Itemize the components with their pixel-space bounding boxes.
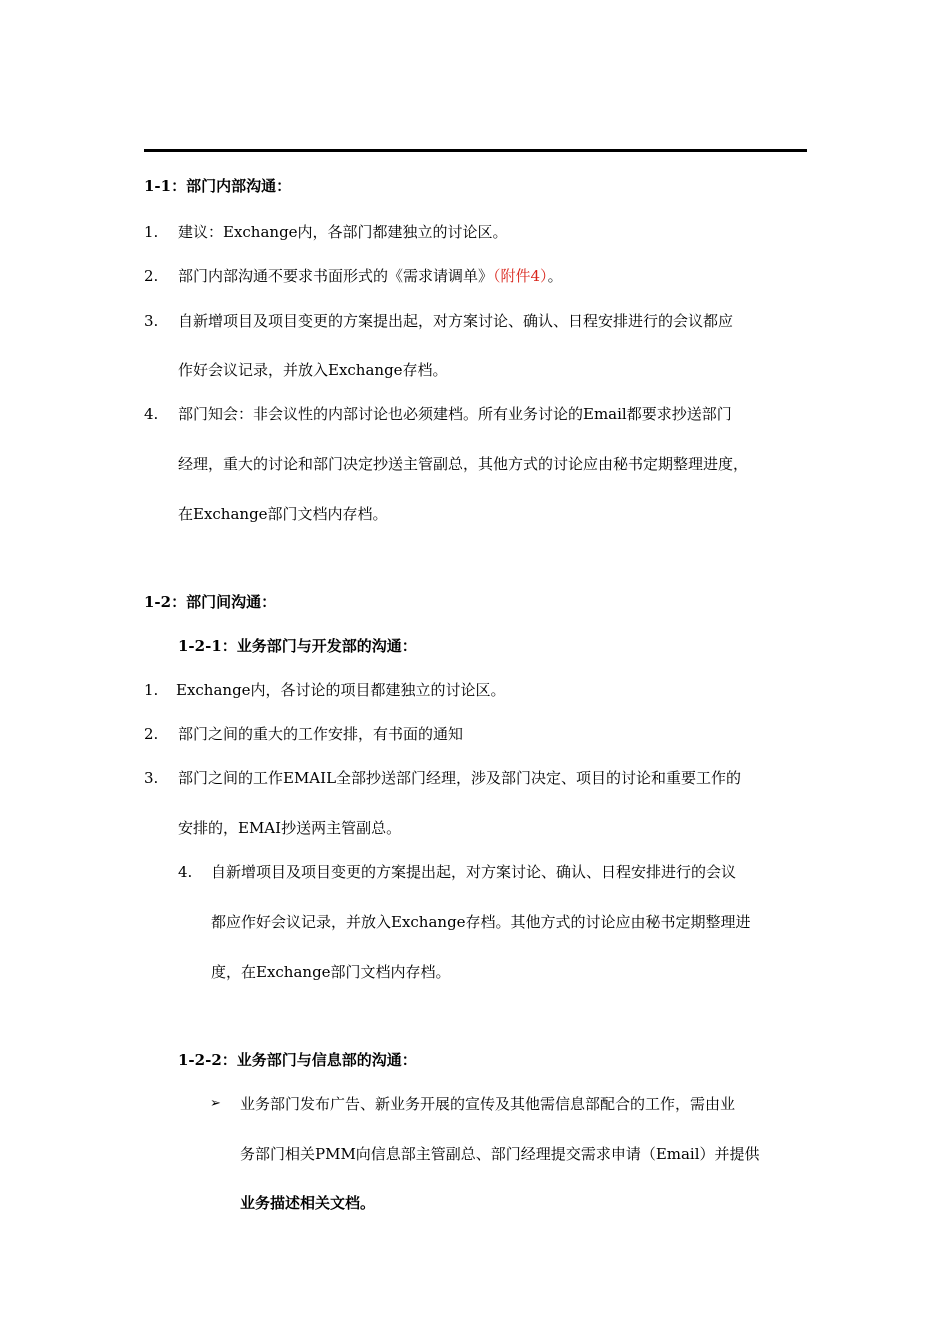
section-heading-1-1: 1-1：部门内部沟通： (144, 177, 292, 195)
item-text (178, 266, 563, 286)
item-number: 2. (144, 267, 159, 285)
item-text-main: 部门内部沟通不要求书面形式的《需求请调单》 (178, 267, 494, 285)
item-number: 1. (144, 681, 159, 699)
item-number: 4. (144, 405, 159, 423)
bullet-text-line: 务部门相关PMM向信息部主管副总、部门经理提交需求申请（Email）并提供 (240, 1145, 760, 1163)
item-text-line: 在Exchange部门文档内存档。 (178, 505, 388, 523)
item-text: Exchange内，各讨论的项目都建独立的讨论区。 (176, 681, 506, 699)
item-text-line: 度，在Exchange部门文档内存档。 (211, 963, 451, 981)
item-text-line: 都应作好会议记录，并放入Exchange存档。其他方式的讨论应由秘书定期整理进 (211, 913, 751, 931)
item-text-line: 部门知会：非会议性的内部讨论也必须建档。所有业务讨论的Email都要求抄送部门 (178, 405, 732, 423)
attachment-reference: （附件4） (493, 267, 548, 285)
item-text-line: 作好会议记录，并放入Exchange存档。 (178, 361, 448, 379)
subsection-heading-1-2-1: 1-2-1：业务部门与开发部的沟通： (178, 637, 417, 655)
item-number: 1. (144, 223, 159, 241)
item-number: 3. (144, 769, 159, 787)
item-text-line: 自新增项目及项目变更的方案提出起，对方案讨论、确认、日程安排进行的会议都应 (178, 312, 734, 330)
bullet-text-line: 业务部门发布广告、新业务开展的宣传及其他需信息部配合的工作，需由业 (240, 1095, 736, 1113)
bullet-arrow-icon: ➢ (210, 1096, 221, 1111)
subsection-heading-1-2-2: 1-2-2：业务部门与信息部的沟通： (178, 1051, 417, 1069)
bullet-text-line: 业务描述相关文档。 (240, 1194, 376, 1212)
item-text: 部门之间的重大的工作安排，有书面的通知 (178, 725, 464, 743)
item-text-end: 。 (547, 267, 563, 285)
header-rule (144, 149, 807, 152)
item-text-line: 部门之间的工作EMAIL全部抄送部门经理，涉及部门决定、项目的讨论和重要工作的 (178, 769, 742, 787)
item-text-line: 安排的，EMAI抄送两主管副总。 (178, 819, 402, 837)
item-text-line: 经理，重大的讨论和部门决定抄送主管副总，其他方式的讨论应由秘书定期整理进度， (178, 455, 749, 473)
item-text-line: 自新增项目及项目变更的方案提出起，对方案讨论、确认、日程安排进行的会议 (211, 863, 737, 881)
item-number: 2. (144, 725, 159, 743)
item-text: 建议：Exchange内，各部门都建独立的讨论区。 (178, 223, 508, 241)
section-heading-1-2: 1-2：部门间沟通： (144, 593, 277, 611)
item-number: 4. (178, 863, 193, 881)
item-number: 3. (144, 312, 159, 330)
